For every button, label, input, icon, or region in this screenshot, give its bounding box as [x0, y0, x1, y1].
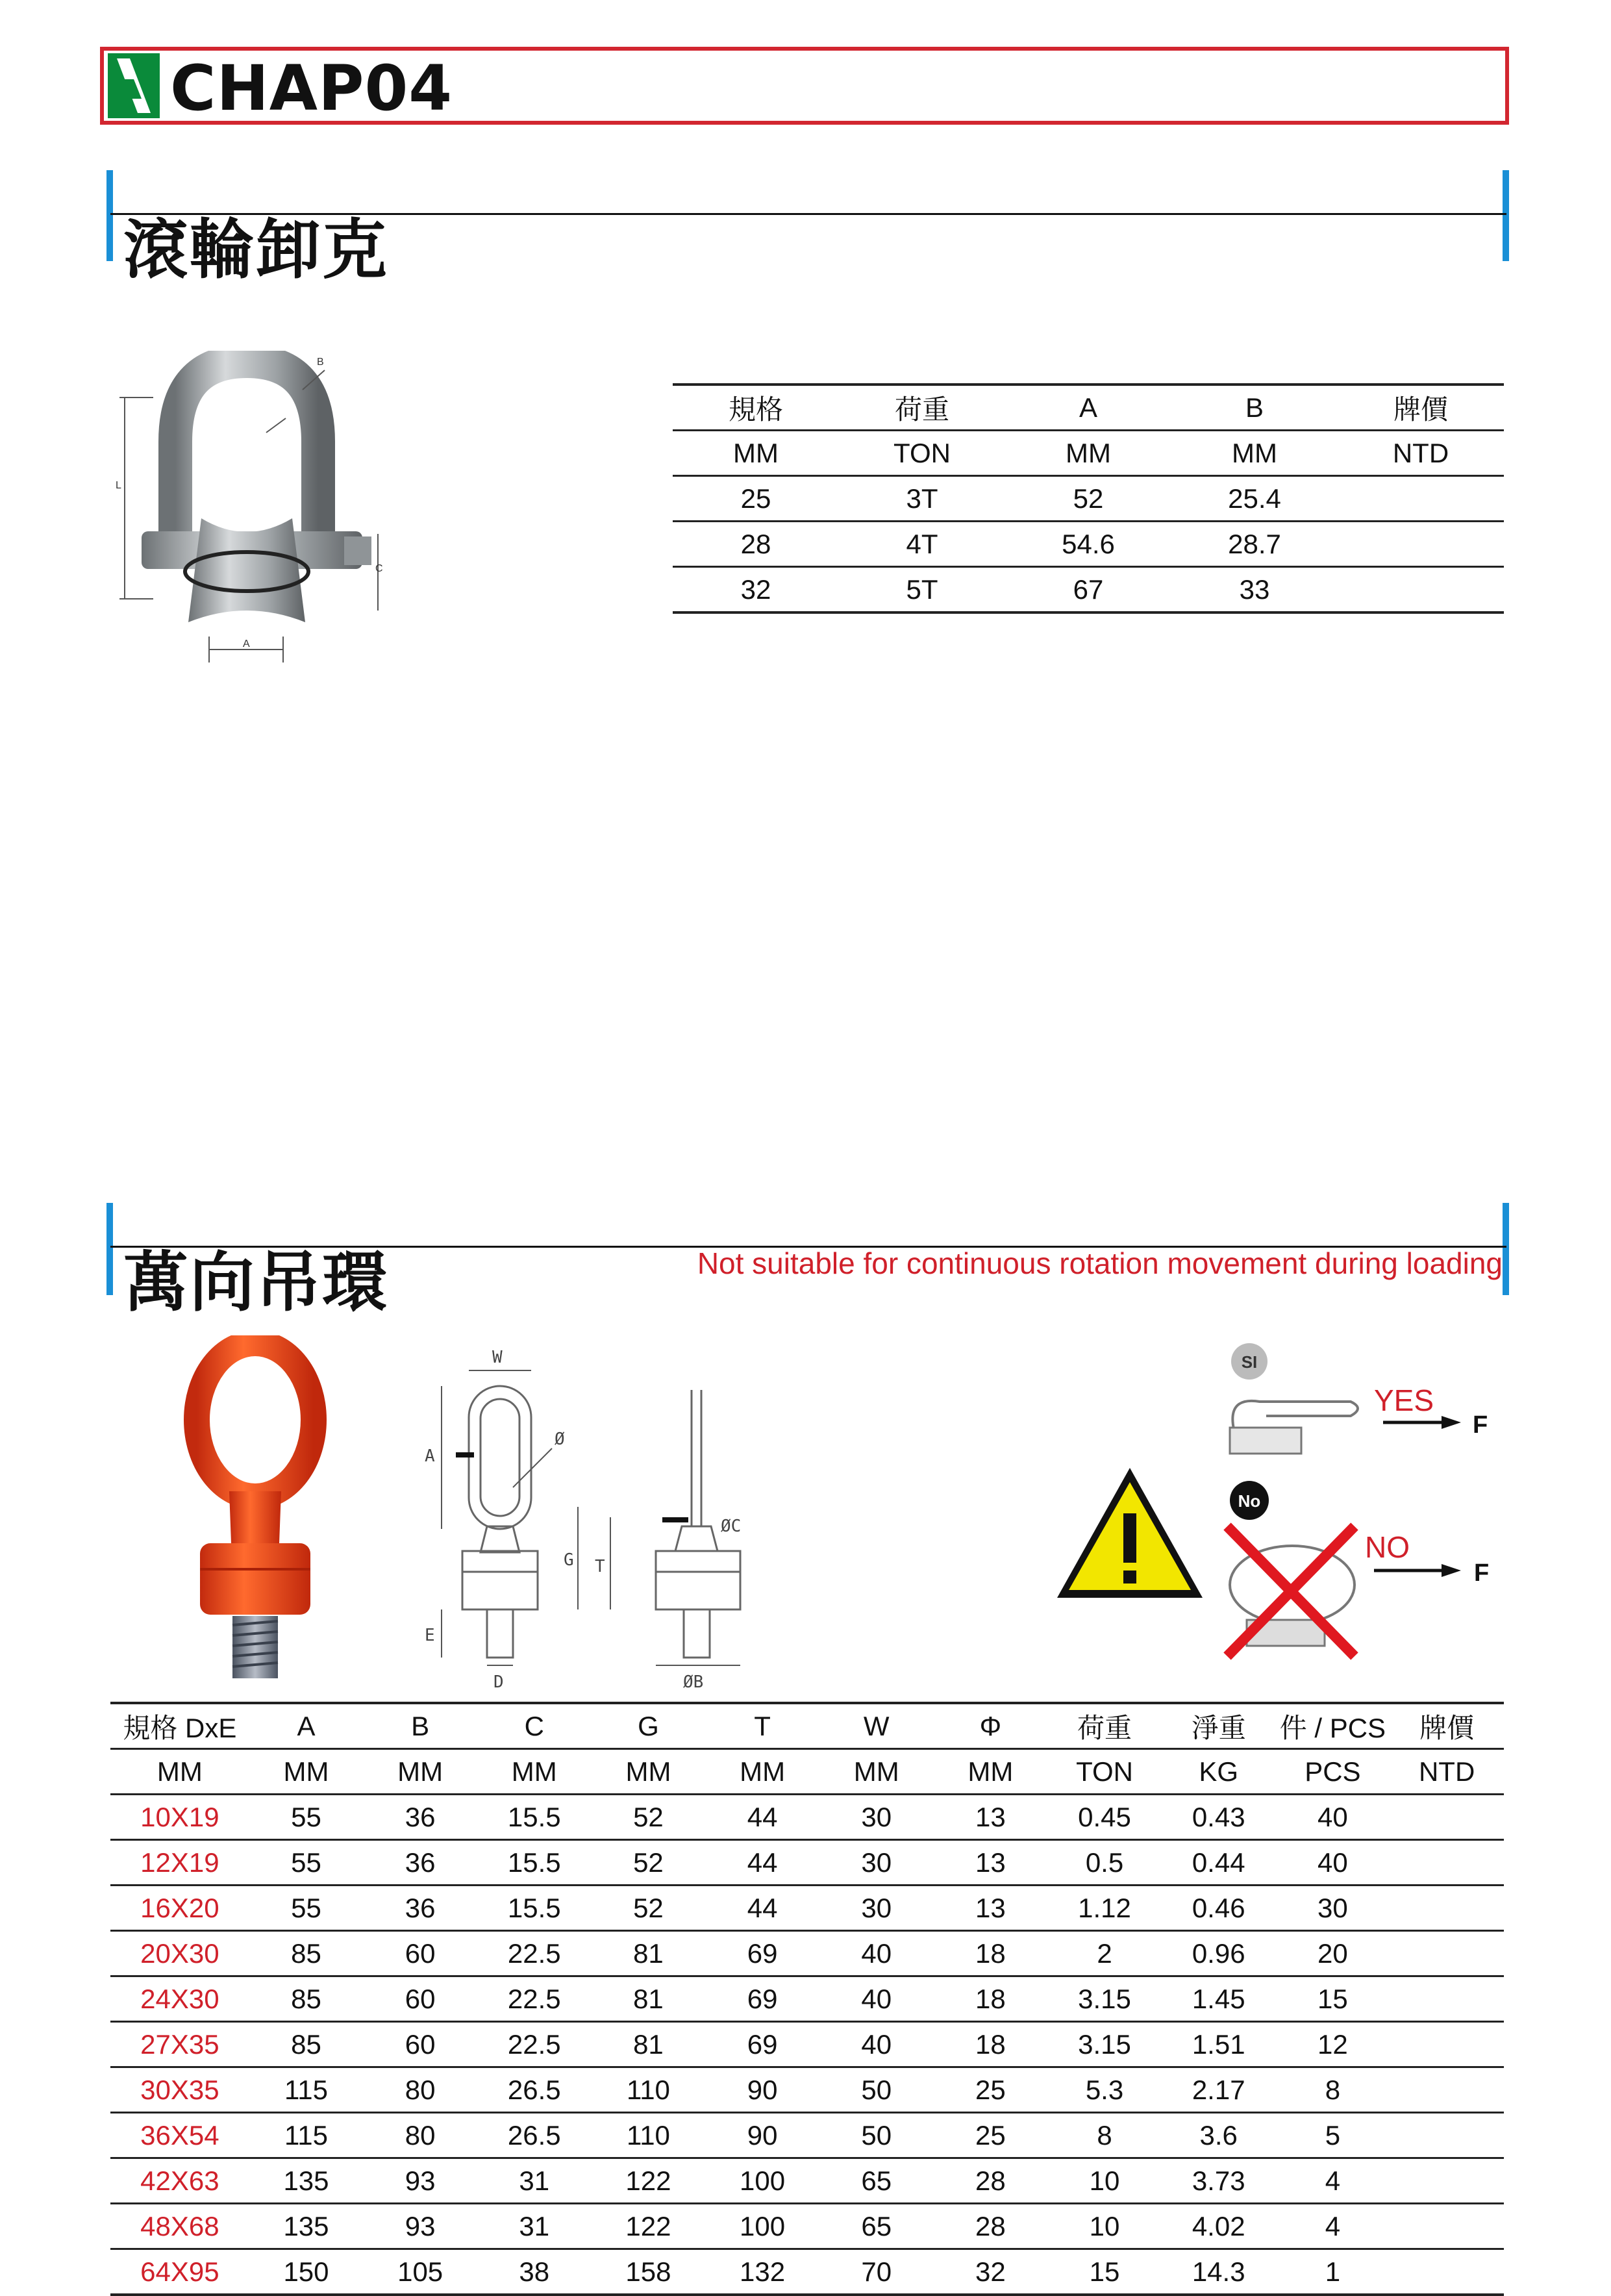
table-cell: 52 [633, 1801, 664, 1832]
table-cell [1390, 2249, 1504, 2295]
table-cell: 2.17 [1192, 2074, 1245, 2105]
table-cell [1338, 476, 1504, 522]
table-cell: 18 [975, 2028, 1006, 2060]
rotation-warning: Not suitable for continuous rotation movement during loading [697, 1246, 1503, 1280]
table-cell: 115 [284, 2119, 328, 2151]
table-cell: 0.5 [1085, 1847, 1124, 1878]
section-marker-right [1503, 1203, 1509, 1295]
table-cell: 25 [740, 483, 771, 514]
table-cell: 122 [625, 2165, 671, 2196]
table-cell: 50 [861, 2119, 892, 2151]
roller-shackle-spec-table [673, 383, 1504, 614]
table-cell: 85 [291, 2028, 321, 2060]
table-cell: MM [625, 1756, 671, 1787]
table-row [110, 1976, 1504, 2022]
table-cell: 22.5 [507, 1983, 561, 2014]
table-cell: 4T [906, 528, 938, 559]
table-cell: 32 [740, 574, 771, 605]
table-cell: 15.5 [507, 1847, 561, 1878]
table-cell: 30X35 [140, 2074, 219, 2105]
table-cell: 40 [1318, 1847, 1348, 1878]
table-cell: 55 [291, 1801, 321, 1832]
table-cell: TON [1076, 1756, 1133, 1787]
table-cell: 10 [1089, 2210, 1120, 2241]
column-header: 荷重 [1077, 1712, 1132, 1743]
column-header: B [1245, 392, 1264, 423]
table-cell: 65 [861, 2210, 892, 2241]
table-cell: 55 [291, 1892, 321, 1923]
table-cell: 10 [1089, 2165, 1120, 2196]
table-cell: 38 [519, 2256, 550, 2287]
table-cell [1390, 2204, 1504, 2249]
table-cell: 18 [975, 1937, 1006, 1969]
column-header: G [638, 1710, 659, 1741]
table-row [110, 2067, 1504, 2113]
table-cell [1390, 1795, 1504, 1840]
table-cell: 54.6 [1062, 528, 1115, 559]
column-header: A [1079, 392, 1097, 423]
table-cell: 15.5 [507, 1892, 561, 1923]
table-cell: 12 [1318, 2028, 1348, 2060]
svg-text:T: T [595, 1557, 605, 1576]
column-header: 淨重 [1191, 1712, 1246, 1743]
table-cell: 48X68 [140, 2210, 219, 2241]
table-cell: 110 [626, 2074, 670, 2105]
svg-text:YES: YES [1374, 1383, 1434, 1417]
table-cell: 30 [861, 1847, 892, 1878]
section-marker-left [106, 170, 113, 261]
table-cell: 3.73 [1192, 2165, 1245, 2196]
table-cell: 25 [975, 2119, 1006, 2151]
table-cell: 93 [405, 2210, 436, 2241]
table-row [110, 1840, 1504, 1886]
table-cell: 18 [975, 1983, 1006, 2014]
table-cell: 44 [747, 1892, 778, 1923]
table-cell: 30 [861, 1892, 892, 1923]
table-cell: 25.4 [1228, 483, 1281, 514]
svg-text:G: G [564, 1550, 574, 1570]
table-cell: 69 [747, 2028, 778, 2060]
table-cell: 80 [405, 2119, 436, 2151]
svg-text:Ø: Ø [555, 1430, 565, 1449]
chapter-title: CHAP04 [170, 52, 453, 125]
svg-text:No: No [1238, 1491, 1261, 1511]
table-cell: PCS [1305, 1756, 1361, 1787]
svg-text:A: A [425, 1446, 435, 1466]
svg-text:ØC: ØC [721, 1517, 742, 1536]
table-cell: 31 [519, 2210, 550, 2241]
table-cell: 65 [861, 2165, 892, 2196]
section-marker-left [106, 1203, 113, 1295]
table-cell: 28 [740, 528, 771, 559]
table-cell: 28.7 [1228, 528, 1281, 559]
table-cell: 1 [1325, 2256, 1341, 2287]
table-cell: 27X35 [140, 2028, 219, 2060]
table-cell: 26.5 [507, 2074, 561, 2105]
table-cell: NTD [1418, 1756, 1475, 1787]
table-cell: 33 [1239, 574, 1270, 605]
table-row [110, 2113, 1504, 2158]
table-cell: 69 [747, 1937, 778, 1969]
table-cell: MM [511, 1756, 557, 1787]
table-cell: 81 [633, 1983, 664, 2014]
table-cell: 40 [861, 1937, 892, 1969]
table-cell: 3.6 [1199, 2119, 1238, 2151]
table-cell: 32 [975, 2256, 1006, 2287]
table-cell [1390, 2113, 1504, 2158]
table-cell: MM [1232, 437, 1277, 468]
chain-logo-icon [108, 53, 160, 118]
table-cell: 60 [405, 2028, 436, 2060]
table-cell: 0.96 [1192, 1937, 1245, 1969]
table-row [110, 1886, 1504, 1931]
table-cell: 1.12 [1078, 1892, 1131, 1923]
table-cell: 12X19 [140, 1847, 219, 1878]
table-cell: MM [733, 437, 779, 468]
table-cell: 64X95 [140, 2256, 219, 2287]
table-cell: 40 [861, 2028, 892, 2060]
svg-text:ØB: ØB [683, 1672, 704, 1692]
eye-bolt-dimension-drawing [416, 1331, 779, 1695]
table-cell: 40 [1318, 1801, 1348, 1832]
table-cell: 90 [747, 2074, 778, 2105]
swivel-eye-bolt-photo [168, 1335, 343, 1686]
table-cell: 25 [975, 2074, 1006, 2105]
section-title: 萬向吊環 [123, 1244, 388, 1320]
table-row [110, 2204, 1504, 2249]
svg-text:F: F [1473, 1411, 1488, 1439]
table-cell [1390, 1976, 1504, 2022]
table-cell [1390, 1931, 1504, 1976]
svg-text:A: A [243, 638, 250, 650]
header-row [110, 1703, 1504, 1749]
table-cell [1338, 567, 1504, 613]
table-cell: 36 [405, 1801, 436, 1832]
column-header: 規格 DxE [123, 1712, 237, 1743]
svg-text:L: L [116, 480, 121, 491]
table-cell: 36X54 [140, 2119, 219, 2151]
table-row [110, 1795, 1504, 1840]
table-cell: 100 [740, 2165, 786, 2196]
table-cell: MM [968, 1756, 1014, 1787]
table-row [110, 2249, 1504, 2295]
table-cell: 16X20 [140, 1892, 219, 1923]
table-cell: 30 [1318, 1892, 1348, 1923]
table-row [673, 567, 1504, 613]
table-cell: 36 [405, 1847, 436, 1878]
table-cell: 8 [1097, 2119, 1112, 2151]
table-row [110, 1931, 1504, 1976]
table-cell: 52 [1073, 483, 1104, 514]
table-cell: 3.15 [1078, 2028, 1131, 2060]
table-cell: 0.46 [1192, 1892, 1245, 1923]
table-cell [1390, 2067, 1504, 2113]
table-cell: 13 [975, 1847, 1006, 1878]
table-cell: 2 [1097, 1937, 1112, 1969]
table-cell: 15 [1318, 1983, 1348, 2014]
column-header: W [863, 1710, 890, 1741]
table-cell: 50 [861, 2074, 892, 2105]
table-cell: MM [1066, 437, 1111, 468]
table-cell: 1.45 [1192, 1983, 1245, 2014]
table-cell: 42X63 [140, 2165, 219, 2196]
table-cell [1390, 2158, 1504, 2204]
table-cell: MM [283, 1756, 329, 1787]
table-cell: 105 [397, 2256, 443, 2287]
column-header: 牌價 [1393, 394, 1448, 425]
usage-correct-diagram [1221, 1338, 1506, 1468]
roller-shackle-diagram [110, 351, 403, 669]
table-cell: 26.5 [507, 2119, 561, 2151]
table-cell: 81 [633, 1937, 664, 1969]
table-cell: 55 [291, 1847, 321, 1878]
table-cell: 3T [906, 483, 938, 514]
table-cell: MM [397, 1756, 443, 1787]
table-cell: 20X30 [140, 1937, 219, 1969]
table-cell: 1.51 [1192, 2028, 1245, 2060]
table-cell: 13 [975, 1801, 1006, 1832]
table-cell: 4 [1325, 2210, 1341, 2241]
table-cell: 135 [283, 2210, 329, 2241]
section-title: 滾輪卸克 [123, 212, 388, 288]
table-cell: 0.44 [1192, 1847, 1245, 1878]
table-cell: 158 [625, 2256, 671, 2287]
table-cell [1390, 1886, 1504, 1931]
table-cell: 81 [633, 2028, 664, 2060]
table-cell: 115 [284, 2074, 328, 2105]
table-cell: 14.3 [1192, 2256, 1245, 2287]
table-cell: 85 [291, 1983, 321, 2014]
table-cell: 24X30 [140, 1983, 219, 2014]
table-row [673, 476, 1504, 522]
table-cell: 85 [291, 1937, 321, 1969]
column-header: Φ [979, 1710, 1002, 1741]
table-cell: KG [1199, 1756, 1239, 1787]
column-header: 件 / PCS [1279, 1712, 1386, 1743]
units-row [110, 1749, 1504, 1795]
table-cell: 70 [861, 2256, 892, 2287]
table-cell [1338, 522, 1504, 567]
table-cell: 150 [283, 2256, 329, 2287]
table-cell: 80 [405, 2074, 436, 2105]
column-header: T [754, 1710, 771, 1741]
table-cell: 10X19 [140, 1801, 219, 1832]
svg-text:NO: NO [1365, 1530, 1410, 1564]
table-cell: 132 [740, 2256, 786, 2287]
header-row [673, 385, 1504, 431]
column-header: B [411, 1710, 430, 1741]
table-cell: 8 [1325, 2074, 1341, 2105]
table-cell: 69 [747, 1983, 778, 2014]
table-cell: 15 [1089, 2256, 1120, 2287]
table-cell: 100 [740, 2210, 786, 2241]
table-cell: 135 [283, 2165, 329, 2196]
table-cell: 4.02 [1192, 2210, 1245, 2241]
table-cell: 30 [861, 1801, 892, 1832]
table-cell: 5 [1325, 2119, 1341, 2151]
column-header: 荷重 [894, 394, 949, 425]
table-cell: NTD [1392, 437, 1449, 468]
table-cell: 44 [747, 1847, 778, 1878]
usage-incorrect-diagram [1221, 1474, 1506, 1669]
table-cell [1390, 2022, 1504, 2067]
svg-text:B: B [317, 357, 324, 368]
svg-text:W: W [492, 1348, 503, 1367]
table-cell: 90 [747, 2119, 778, 2151]
table-cell: 20 [1318, 1937, 1348, 1969]
table-cell: 40 [861, 1983, 892, 2014]
table-cell: 13 [975, 1892, 1006, 1923]
table-cell: 52 [633, 1847, 664, 1878]
table-row [110, 2158, 1504, 2204]
table-cell: 93 [405, 2165, 436, 2196]
svg-text:F: F [1474, 1559, 1490, 1587]
column-header: C [524, 1710, 544, 1741]
table-cell: 31 [519, 2165, 550, 2196]
table-cell: 3.15 [1078, 1983, 1131, 2014]
table-cell: 22.5 [507, 2028, 561, 2060]
table-cell: 36 [405, 1892, 436, 1923]
table-cell: 28 [975, 2210, 1006, 2241]
column-header: 規格 [728, 394, 783, 425]
warning-triangle-icon [1052, 1461, 1208, 1604]
table-cell: 5.3 [1085, 2074, 1124, 2105]
table-cell: 67 [1073, 574, 1104, 605]
table-cell: 0.43 [1192, 1801, 1245, 1832]
column-header: A [297, 1710, 316, 1741]
table-cell [1390, 1840, 1504, 1886]
table-cell: 28 [975, 2165, 1006, 2196]
table-cell: 52 [633, 1892, 664, 1923]
section-marker-right [1503, 170, 1509, 261]
svg-text:D: D [493, 1672, 504, 1692]
table-row [673, 522, 1504, 567]
table-cell: 60 [405, 1937, 436, 1969]
svg-text:E: E [425, 1626, 435, 1645]
table-cell: 110 [626, 2119, 670, 2151]
column-header: 牌價 [1419, 1712, 1475, 1743]
table-cell: 15.5 [507, 1801, 561, 1832]
units-row [673, 431, 1504, 476]
table-cell: MM [853, 1756, 899, 1787]
table-cell: 22.5 [507, 1937, 561, 1969]
table-cell: MM [156, 1756, 203, 1787]
table-row [110, 2022, 1504, 2067]
table-cell: 44 [747, 1801, 778, 1832]
table-cell: 0.45 [1078, 1801, 1131, 1832]
table-cell: 122 [625, 2210, 671, 2241]
table-cell: TON [893, 437, 951, 468]
table-cell: 5T [906, 574, 938, 605]
svg-text:C: C [375, 563, 383, 574]
table-cell: 4 [1325, 2165, 1341, 2196]
table-cell: 60 [405, 1983, 436, 2014]
swivel-eye-bolt-spec-table [110, 1702, 1504, 2296]
table-cell: MM [740, 1756, 786, 1787]
svg-text:SI: SI [1241, 1352, 1258, 1372]
